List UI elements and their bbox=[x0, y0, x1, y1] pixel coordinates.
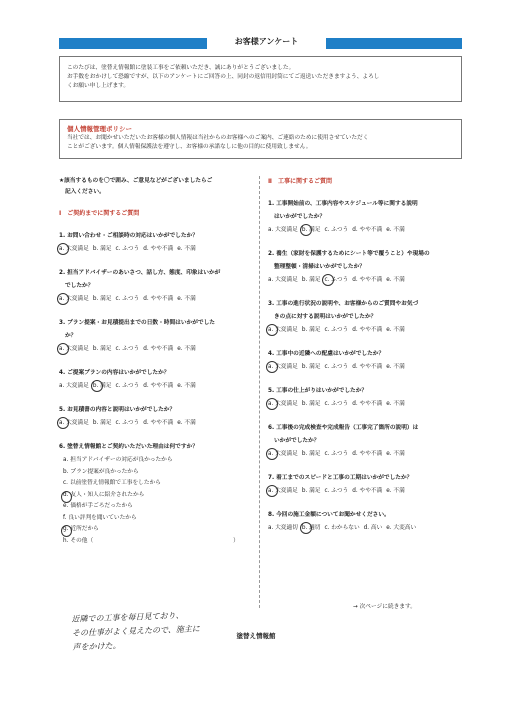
reason-label: 近所だから bbox=[70, 526, 99, 532]
reason-letter: e. bbox=[63, 503, 69, 509]
reason-label: 担当アドバイザーの対応が良かったから bbox=[70, 457, 173, 463]
left-column bbox=[59, 176, 257, 547]
reason-letter: g. bbox=[63, 526, 69, 532]
answer-option[interactable]: a. 大変満足 bbox=[268, 364, 298, 370]
answer-options bbox=[268, 275, 466, 285]
instruction-line: ★該当するものを〇で囲み、ご意見などがございましたらご bbox=[59, 178, 213, 184]
left-question-list bbox=[59, 231, 257, 428]
answer-options bbox=[268, 486, 466, 496]
question-6 bbox=[59, 442, 257, 547]
privacy-title: 個人情報管理ポリシー bbox=[67, 125, 132, 133]
question-block bbox=[268, 423, 466, 459]
answer-option[interactable]: c. ふつう bbox=[324, 451, 349, 457]
question-text: 1. 工事開始前の、工事内容やスケジュール等に関する説明 bbox=[268, 201, 418, 207]
question-text: 7. 着工までのスピードと工事の工期はいかがでしたか？ bbox=[268, 475, 413, 481]
instruction-note bbox=[59, 176, 257, 198]
answer-option[interactable]: c. ふつう bbox=[324, 227, 349, 233]
header-bar-right bbox=[326, 38, 462, 49]
answer-options bbox=[268, 449, 466, 459]
reason-label: その他（ bbox=[70, 537, 94, 544]
answer-option[interactable]: d. やや不満 bbox=[143, 383, 174, 389]
answer-option[interactable]: d. やや不満 bbox=[143, 246, 174, 252]
answer-option[interactable]: c. ふつう bbox=[115, 346, 140, 352]
question-text: 3. 工事の進行状況の説明や、お客様からのご質問やお気づ bbox=[268, 301, 419, 307]
answer-option[interactable]: a. 大変満足 bbox=[59, 420, 89, 426]
answer-option[interactable]: e. 不満 bbox=[386, 327, 405, 333]
handwritten-line: 近隣での工事を毎日見ており、 bbox=[71, 610, 184, 624]
question-block bbox=[268, 510, 466, 533]
right-column bbox=[268, 176, 466, 547]
intro-line: くお願い申し上げます。 bbox=[67, 83, 130, 89]
answer-option[interactable]: b. 満足 bbox=[301, 364, 321, 370]
column-divider bbox=[259, 176, 260, 608]
answer-option[interactable]: c. ふつう bbox=[324, 401, 349, 407]
answer-option[interactable]: a. 大変満足 bbox=[268, 488, 298, 494]
reason-option[interactable] bbox=[59, 524, 257, 536]
question-block bbox=[268, 349, 466, 372]
question-block bbox=[268, 199, 466, 235]
answer-option[interactable]: e. 不満 bbox=[177, 246, 196, 252]
question-block bbox=[59, 405, 257, 428]
answer-option[interactable]: b. 満足 bbox=[301, 227, 321, 233]
answer-options bbox=[59, 381, 257, 391]
instruction-line: 記入ください。 bbox=[65, 189, 105, 195]
reason-label: 良い評判を聞いていたから bbox=[68, 514, 137, 521]
answer-option[interactable]: c. ふつう bbox=[324, 277, 349, 283]
answer-option[interactable]: a. 大変適切 bbox=[268, 525, 298, 531]
answer-option[interactable]: d. やや不満 bbox=[352, 364, 383, 370]
answer-option[interactable]: b. 満足 bbox=[301, 327, 321, 333]
question-block bbox=[268, 299, 466, 335]
answer-option[interactable]: d. やや不満 bbox=[352, 401, 383, 407]
question-text: はいかがでしたか？ bbox=[274, 214, 326, 220]
question-block bbox=[59, 318, 257, 354]
question-text: 1. お問い合わせ・ご相談時の対応はいかがでしたか？ bbox=[59, 233, 198, 239]
question-block bbox=[268, 386, 466, 409]
answer-option[interactable]: e. 不満 bbox=[386, 451, 405, 457]
answer-option[interactable]: d. やや不満 bbox=[352, 488, 383, 494]
right-question-list bbox=[268, 199, 466, 533]
question-text: 4. ご提案プランの内容はいかがでしたか？ bbox=[59, 370, 170, 376]
answer-option[interactable]: d. やや不満 bbox=[143, 346, 174, 352]
reason-letter: b. bbox=[63, 468, 69, 475]
reason-letter: h. bbox=[63, 537, 69, 544]
answer-option[interactable]: c. ふつう bbox=[115, 383, 140, 389]
answer-option[interactable]: b. 満足 bbox=[92, 246, 112, 252]
reason-option[interactable] bbox=[59, 501, 257, 513]
question-text: か？ bbox=[65, 333, 77, 339]
answer-options bbox=[59, 344, 257, 354]
reason-option[interactable] bbox=[59, 467, 257, 479]
next-page-note: → 次ページに続きます。 bbox=[353, 604, 416, 610]
answer-option[interactable]: e. 不満 bbox=[177, 296, 196, 302]
answer-option[interactable]: e. 不満 bbox=[177, 420, 196, 426]
question-text: いかがでしたか？ bbox=[274, 438, 320, 444]
reason-letter: c. bbox=[63, 480, 68, 486]
question-text: 6. 工事後の完成検査や完成報告（工事完了箇所の説明）は bbox=[268, 425, 419, 431]
reason-letter: f. bbox=[63, 514, 67, 521]
intro-box bbox=[59, 56, 462, 102]
reason-label: 価格が手ごろだったから bbox=[70, 503, 133, 509]
privacy-line: ことがございます。個人情報保護法を遵守し、お客様の承諾なしに他の目的に使用致しません。 bbox=[67, 144, 312, 150]
answer-option[interactable]: e. 不満 bbox=[386, 401, 405, 407]
answer-option[interactable]: c. わからない bbox=[324, 525, 360, 531]
question-text: 5. お見積書の内容と説明はいかがでしたか？ bbox=[59, 407, 176, 413]
question-text: きの点に対する説明はいかがでしたか？ bbox=[274, 314, 377, 320]
handwritten-line: その仕事がよく見えたので、施主に bbox=[71, 624, 200, 638]
reason-label: プラン提案が良かったから bbox=[70, 468, 139, 475]
reason-option[interactable] bbox=[59, 490, 257, 502]
answer-options bbox=[59, 244, 257, 254]
answer-option[interactable]: a. 大変満足 bbox=[268, 227, 298, 233]
answer-option[interactable]: b. 満足 bbox=[92, 296, 112, 302]
question-block bbox=[59, 231, 257, 254]
answer-options bbox=[268, 362, 466, 372]
answer-option[interactable]: e. 不満 bbox=[177, 383, 196, 389]
question-text: 6. 塗替え情報館とご契約いただいた理由は何ですか？ bbox=[59, 444, 198, 450]
answer-option[interactable]: a. 大変満足 bbox=[59, 296, 89, 302]
reason-letter: a. bbox=[63, 457, 69, 463]
answer-option[interactable]: c. ふつう bbox=[324, 327, 349, 333]
reason-letter: d. bbox=[63, 491, 69, 498]
handwritten-line: 声をかけた。 bbox=[72, 641, 121, 652]
page-title: お客様アンケート bbox=[234, 37, 299, 46]
answer-option[interactable]: d. やや不満 bbox=[143, 296, 174, 302]
answer-option[interactable]: a. 大変満足 bbox=[59, 383, 89, 389]
answer-option[interactable]: a. 大変満足 bbox=[59, 346, 89, 352]
answer-option[interactable]: e. 不満 bbox=[177, 346, 196, 352]
reason-option[interactable] bbox=[59, 478, 257, 490]
section-title-contract: Ⅰ ご契約までに関するご質問 bbox=[59, 210, 140, 217]
answer-option[interactable]: e. 大変高い bbox=[386, 525, 417, 531]
question-text: 8. 今回の施工金額についてお聞かせください。 bbox=[268, 512, 390, 518]
reason-list bbox=[59, 455, 257, 547]
intro-line: このたびは、塗替え情報館に塗装工事をご依頼いただき、誠にありがとうございました。 bbox=[67, 65, 295, 71]
question-text: 2. 担当アドバイザーのあいさつ、話し方、態度、印象はいかが bbox=[59, 270, 221, 276]
reason-option[interactable] bbox=[59, 536, 257, 548]
answer-option[interactable]: b. 満足 bbox=[92, 420, 112, 426]
answer-option[interactable]: d. やや不満 bbox=[352, 327, 383, 333]
answer-option[interactable]: b. 満足 bbox=[301, 277, 321, 283]
answer-option[interactable]: a. 大変満足 bbox=[268, 401, 298, 407]
answer-option[interactable]: e. 不満 bbox=[386, 488, 405, 494]
answer-option[interactable]: d. 高い bbox=[363, 525, 383, 531]
privacy-line: 当社では、お聞かせいただいたお客様の個人情報は当社からのお客様へのご案内、ご連絡のために使用させていただく bbox=[67, 135, 369, 141]
answer-option[interactable]: b. 満足 bbox=[92, 346, 112, 352]
answer-option[interactable]: e. 不満 bbox=[386, 227, 405, 233]
question-text: 5. 工事の仕上がりはいかがでしたか？ bbox=[268, 388, 368, 394]
answer-option[interactable]: b. 適切 bbox=[301, 525, 321, 531]
answer-options bbox=[59, 418, 257, 428]
answer-option[interactable]: e. 不満 bbox=[386, 277, 405, 283]
question-block bbox=[59, 368, 257, 391]
question-text: でしたか？ bbox=[65, 283, 94, 289]
answer-option[interactable]: b. 満足 bbox=[301, 488, 321, 494]
answer-option[interactable]: a. 大変満足 bbox=[59, 246, 89, 252]
answer-option[interactable]: d. やや不満 bbox=[352, 227, 383, 233]
answer-option[interactable]: d. やや不満 bbox=[352, 277, 383, 283]
answer-option[interactable]: d. やや不満 bbox=[143, 420, 174, 426]
question-block bbox=[59, 268, 257, 304]
question-block bbox=[268, 473, 466, 496]
intro-line: お手数をおかけして恐縮ですが、以下のアンケートにご回答の上、同封の返信用封筒にてご返送いただきますよう、よろし bbox=[67, 74, 380, 80]
answer-option[interactable]: a. 大変満足 bbox=[268, 327, 298, 333]
other-close-paren: ） bbox=[233, 537, 239, 544]
reason-label: 以前塗替え情報館で工事をしたから bbox=[69, 480, 161, 486]
answer-option[interactable]: e. 不満 bbox=[386, 364, 405, 370]
reason-label: 友人・知人に紹介されたから bbox=[70, 491, 145, 498]
answer-options bbox=[59, 294, 257, 304]
answer-options bbox=[268, 325, 466, 335]
answer-options bbox=[268, 523, 466, 533]
question-text: 整理整頓・清掃はいかがでしたか？ bbox=[274, 264, 365, 270]
reason-option[interactable] bbox=[59, 455, 257, 467]
privacy-box bbox=[59, 119, 462, 159]
answer-option[interactable]: b. 満足 bbox=[301, 451, 321, 457]
question-text: 2. 養生（家財を保護するためにシート等で覆うこと）や現場の bbox=[268, 251, 430, 257]
answer-option[interactable]: c. ふつう bbox=[324, 364, 349, 370]
answer-option[interactable]: b. 満足 bbox=[301, 401, 321, 407]
question-text: 3. プラン提案・お見積提出までの日数・時間はいかがでした bbox=[59, 320, 215, 326]
header-bar-left bbox=[59, 38, 207, 49]
answer-option[interactable]: c. ふつう bbox=[115, 296, 140, 302]
answer-option[interactable]: d. やや不満 bbox=[352, 451, 383, 457]
company-name: 塗替え情報館 bbox=[236, 632, 276, 640]
answer-option[interactable]: a. 大変満足 bbox=[268, 451, 298, 457]
answer-option[interactable]: c. ふつう bbox=[324, 488, 349, 494]
answer-options bbox=[268, 399, 466, 409]
answer-option[interactable]: c. ふつう bbox=[115, 246, 140, 252]
answer-option[interactable]: c. ふつう bbox=[115, 420, 140, 426]
answer-option[interactable]: b. 満足 bbox=[92, 383, 112, 389]
answer-option[interactable]: a. 大変満足 bbox=[268, 277, 298, 283]
section-title-construction: Ⅱ 工事に関するご質問 bbox=[268, 178, 332, 185]
question-block bbox=[268, 249, 466, 285]
answer-options bbox=[268, 225, 466, 235]
reason-option[interactable] bbox=[59, 513, 257, 525]
question-text: 4. 工事中の近隣への配慮はいかがでしたか？ bbox=[268, 351, 385, 357]
